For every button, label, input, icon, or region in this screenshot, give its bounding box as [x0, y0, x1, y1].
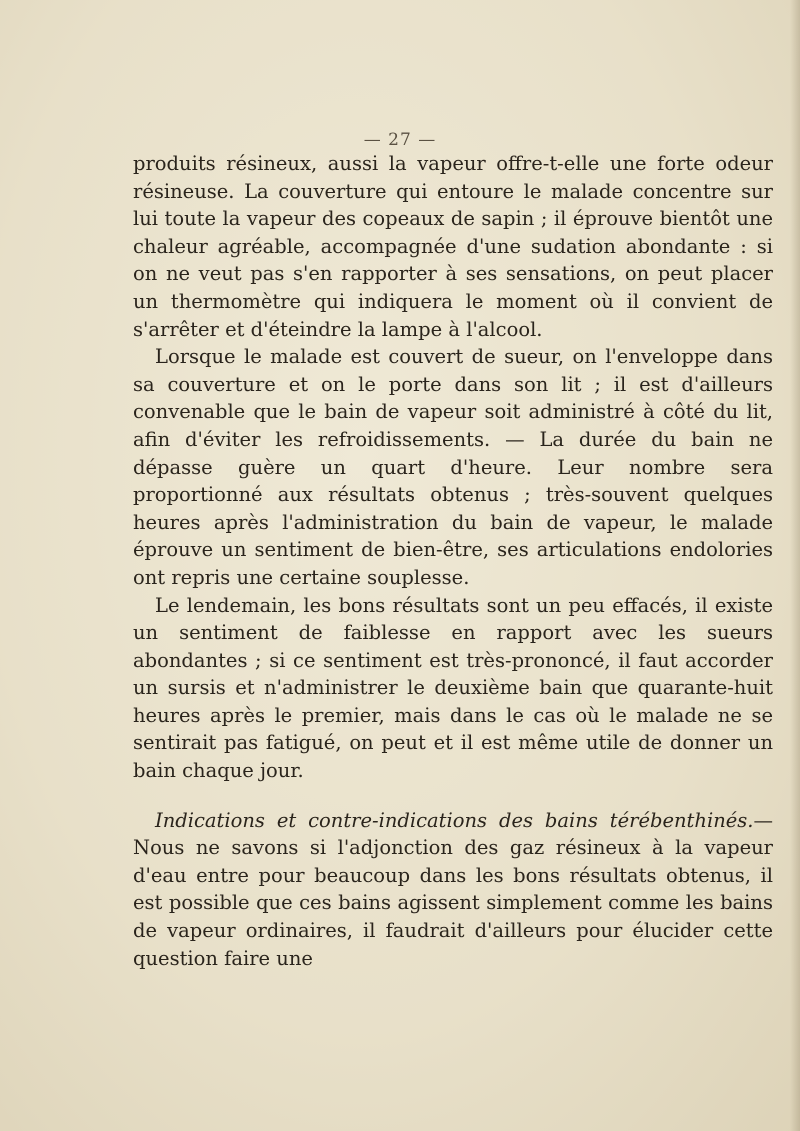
page-edge-shadow — [790, 0, 800, 1131]
page-number: — 27 — — [363, 130, 437, 150]
section-body: —Nous ne savons si l'adjonction des gaz résineux à la vapeur d'eau entre pour beaucoup dans les bons résultats obtenus, il est possible que ces bains agissent simplement comme les bains de vapeur ordinaires, il faudrait d'ailleurs pour élucider cette question faire une — [133, 808, 773, 970]
body-text — [133, 150, 773, 972]
paragraph-2: Lorsque le malade est couvert de sueur, on l'enveloppe dans sa couverture et on le porte dans son lit ; il est d'ailleurs convenable que le bain de vapeur soit administré à côté du lit, afin d'éviter les refroidissements. — La durée du bain ne dépasse guère un quart d'heure. Leur nombre sera proportionné aux résultats obtenus ; très-souvent quelques heures après l'administration du bain de vapeur, le malade éprouve un sentiment de bien-être, ses articulations endolories ont repris une certaine souplesse. — [133, 345, 773, 589]
section-title: Indications et contre-indications des bains térébenthinés. — [155, 808, 754, 832]
paragraph-3: Le lendemain, les bons résultats sont un peu effacés, il existe un sentiment de faiblesse en rapport avec les sueurs abondantes ; si ce sentiment est très-prononcé, il faut accorder un sursis et n'administrer le deuxième bain que quarante-huit heures après le premier, mais dans le cas où le malade ne se sentirait pas fatigué, on peut et il est même utile de donner un bain chaque jour. — [133, 593, 773, 783]
section-paragraph — [133, 807, 773, 973]
paragraph-1: produits résineux, aussi la vapeur offre-t-elle une forte odeur résineuse. La couverture qui entoure le malade concentre sur lui toute la vapeur des copeaux de sapin ; il éprouve bientôt une chaleur agréable, accompagnée d'une sudation abondante : si on ne veut pas s'en rapporter à ses sensations, on peut placer un thermomètre qui indiquera le moment où il convient de s'arrêter et d'éteindre la lampe à l'alcool. — [133, 152, 773, 341]
